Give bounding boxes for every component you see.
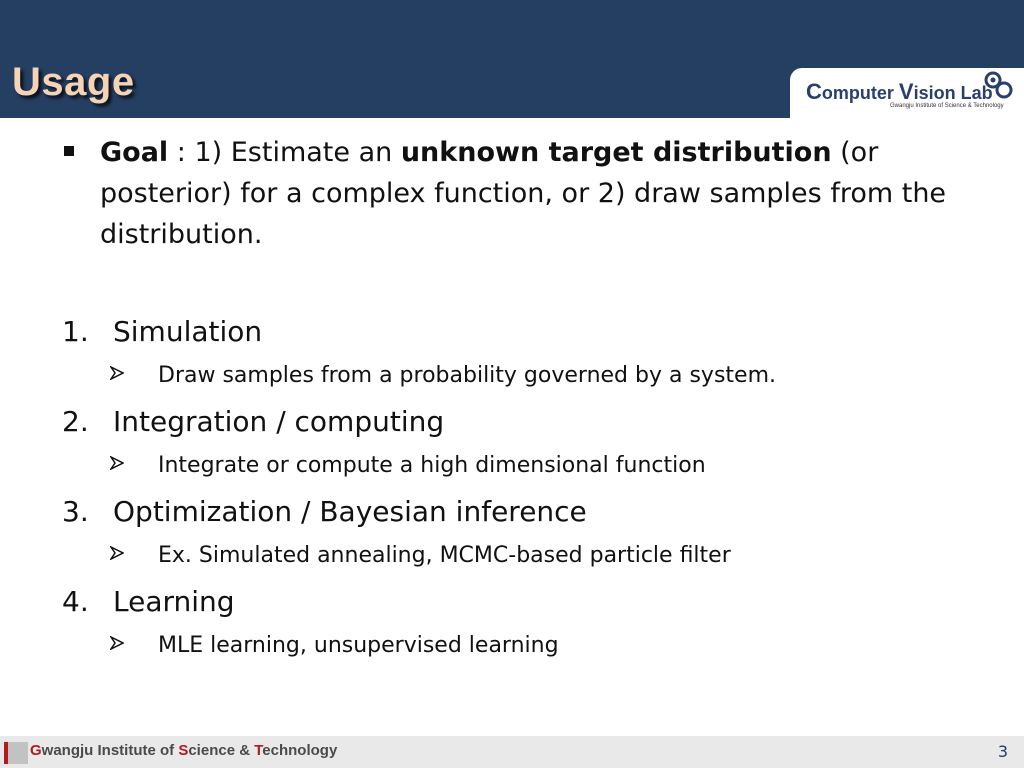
goal-label: Goal bbox=[100, 137, 169, 168]
slide-title: Usage bbox=[12, 60, 135, 104]
goal-emphasis: unknown target distribution bbox=[400, 137, 832, 168]
item-detail: Draw samples from a probability governed by a system. bbox=[158, 363, 776, 388]
item-number: 2. bbox=[62, 405, 89, 438]
arrow-bullet-icon bbox=[110, 546, 124, 560]
list-item bbox=[60, 580, 1000, 670]
institute-name: Gwangju Institute of Science & Technology bbox=[30, 742, 338, 759]
arrow-bullet-icon bbox=[110, 456, 124, 470]
lab-logo-rings-icon bbox=[982, 70, 1014, 100]
page-number: 3 bbox=[997, 742, 1008, 761]
lab-logo-name: Computer Vision Lab bbox=[806, 79, 993, 104]
usage-list bbox=[60, 310, 1000, 670]
item-heading: Integration / computing bbox=[113, 405, 445, 438]
item-detail: MLE learning, unsupervised learning bbox=[158, 633, 559, 658]
lab-logo-subtitle: Gwangju Institute of Science & Technology bbox=[890, 103, 1004, 109]
slide-footer bbox=[0, 736, 1024, 768]
goal-paragraph bbox=[60, 132, 980, 255]
slide-header bbox=[0, 0, 1024, 118]
goal-text: Goal : 1) Estimate an unknown target distribution (or posterior) for a complex function, or 2) draw samples from the distribution. bbox=[100, 137, 947, 250]
item-number: 3. bbox=[62, 495, 89, 528]
list-item bbox=[60, 400, 1000, 490]
lab-logo bbox=[790, 68, 1024, 118]
item-number: 1. bbox=[62, 315, 89, 348]
gist-logo-icon bbox=[4, 742, 28, 764]
arrow-bullet-icon bbox=[110, 366, 124, 380]
list-item bbox=[60, 490, 1000, 580]
item-heading: Optimization / Bayesian inference bbox=[113, 495, 587, 528]
item-number: 4. bbox=[62, 585, 89, 618]
square-bullet-icon bbox=[64, 146, 74, 156]
item-heading: Learning bbox=[113, 585, 235, 618]
arrow-bullet-icon bbox=[110, 636, 124, 650]
item-detail: Integrate or compute a high dimensional function bbox=[158, 453, 706, 478]
list-item bbox=[60, 310, 1000, 400]
item-heading: Simulation bbox=[113, 315, 263, 348]
item-detail: Ex. Simulated annealing, MCMC-based particle filter bbox=[158, 543, 731, 568]
